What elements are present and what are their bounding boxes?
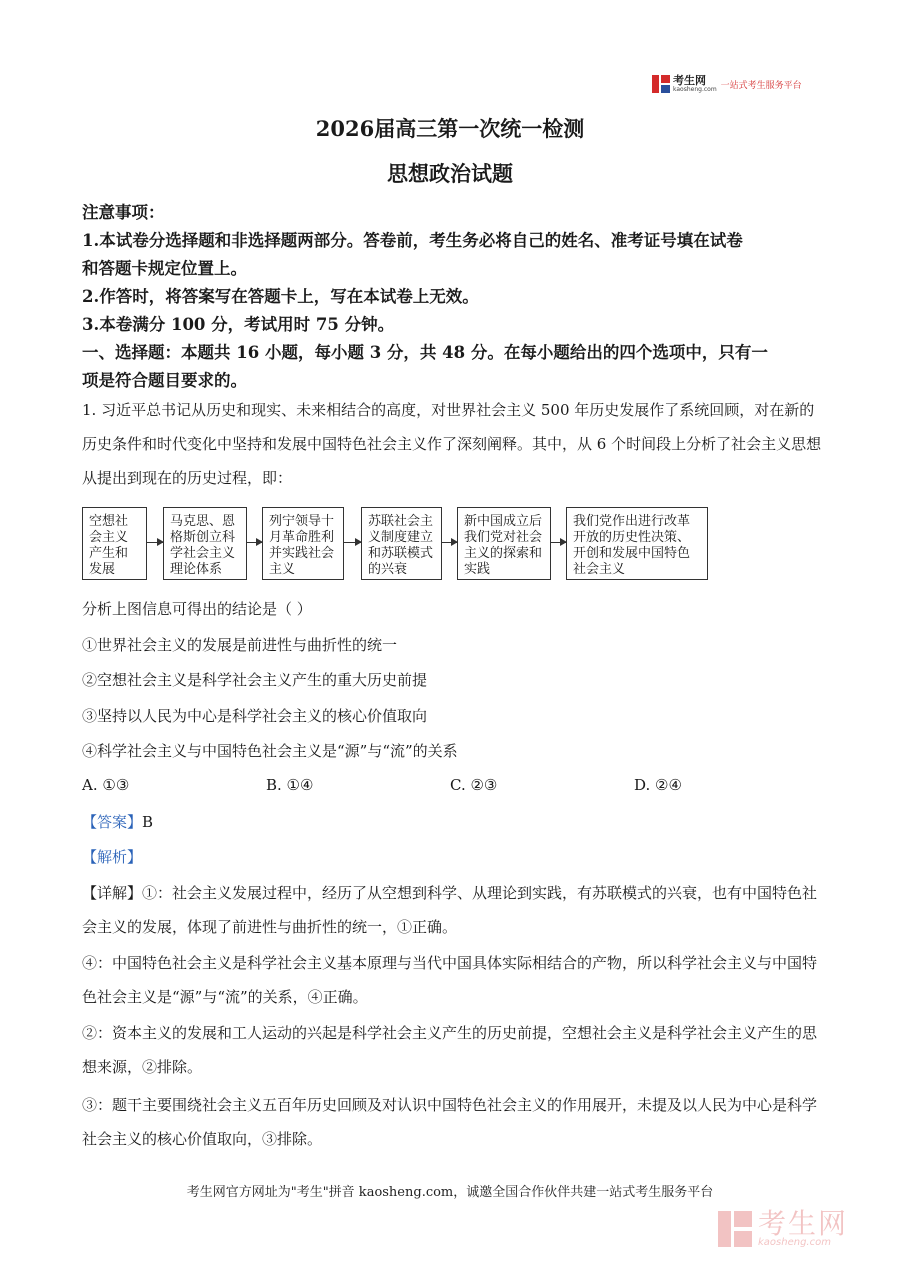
flow-box-5: 新中国成立后我们党对社会主义的探索和实践: [457, 507, 551, 580]
flow-arrow-icon: [344, 542, 361, 543]
flow-box-4: 苏联社会主义制度建立和苏联模式的兴衰: [361, 507, 442, 580]
statement-4: ④科学社会主义与中国特色社会主义是“源”与“流”的关系: [82, 742, 458, 760]
notice-item-1b: 和答题卡规定位置上。: [82, 259, 247, 278]
flow-arrow-icon: [147, 542, 163, 543]
question-1-stem: 1. 习近平总书记从历史和现实、未来相结合的高度，对世界社会主义 500 年历史发展作了系统回顾，对在新的历史条件和时代变化中坚持和发展中国特色社会主义作了深刻阐释。其中，从 6 个时间段上分析了社会主义思想从提出到现在的历史过程，即：: [82, 401, 822, 487]
option-a[interactable]: A. ①③: [82, 776, 130, 794]
watermark-logo-icon: [718, 1211, 752, 1247]
kaosheng-watermark: [718, 1207, 849, 1248]
flow-box-3: 列宁领导十月革命胜利并实践社会主义: [262, 507, 344, 580]
section-heading-line2: 项是符合题目要求的。: [82, 371, 247, 390]
detail-label: 【详解】: [82, 884, 143, 902]
history-flow-diagram: [82, 507, 708, 580]
kaosheng-logo-icon: [652, 75, 670, 93]
detail-paragraph-1: [82, 876, 822, 944]
detail-paragraph-3: ②：资本主义的发展和工人运动的兴起是科学社会主义产生的历史前提，空想社会主义是科学社会主义产生的思想来源，②排除。: [82, 1024, 818, 1076]
flow-arrow-icon: [551, 542, 566, 543]
watermark-domain: kaosheng.com: [758, 1237, 831, 1248]
analysis-label: 【解析】: [82, 848, 143, 866]
statement-1: ①世界社会主义的发展是前进性与曲折性的统一: [82, 636, 398, 654]
flow-box-1: 空想社会主义产生和发展: [82, 507, 147, 580]
logo-slogan: 一站式考生服务平台: [720, 80, 802, 91]
detail-text-1: ①：社会主义发展过程中，经历了从空想到科学、从理论到实践，有苏联模式的兴衰，也有中国特色社会主义的发展，体现了前进性与曲折性的统一，①正确。: [82, 884, 818, 936]
detail-paragraph-4: ③：题干主要围绕社会主义五百年历史回顾及对认识中国特色社会主义的作用展开，未提及以人民为中心是科学社会主义的核心价值取向，③排除。: [82, 1096, 818, 1148]
logo-name: 考生网: [673, 74, 706, 87]
option-c[interactable]: C. ②③: [450, 776, 498, 794]
notice-heading: 注意事项：: [82, 203, 165, 222]
footer-text: 考生网官方网址为"考生"拼音 kaosheng.com，诚邀全国合作伙伴共建一站式考生服务平台: [186, 1185, 714, 1200]
detail-paragraph-2: ④：中国特色社会主义是科学社会主义基本原理与当代中国具体实际相结合的产物，所以科学社会主义与中国特色社会主义是“源”与“流”的关系，④正确。: [82, 954, 818, 1006]
option-d[interactable]: D. ②④: [634, 776, 682, 794]
answer-options: [82, 776, 822, 798]
exam-title: 2026届高三第一次统一检测: [315, 116, 585, 141]
watermark-name: 考生网: [758, 1207, 849, 1240]
section-heading-line1: 一、选择题：本题共 16 小题，每小题 3 分，共 48 分。在每小题给出的四个选项中，只有一: [82, 343, 768, 362]
statement-2: ②空想社会主义是科学社会主义产生的重大历史前提: [82, 671, 428, 689]
notice-item-3: 3.本卷满分 100 分，考试用时 75 分钟。: [82, 315, 395, 334]
option-b[interactable]: B. ①④: [266, 776, 314, 794]
answer-line: [82, 812, 153, 832]
statement-3: ③坚持以人民为中心是科学社会主义的核心价值取向: [82, 707, 428, 725]
question-1-prompt: 分析上图信息可得出的结论是（ ）: [82, 600, 312, 618]
answer-value: B: [142, 813, 154, 831]
answer-label: 【答案】: [82, 813, 143, 831]
notice-item-1a: 1.本试卷分选择题和非选择题两部分。答卷前，考生务必将自己的姓名、准考证号填在试卷: [82, 231, 743, 250]
flow-box-6: 我们党作出进行改革开放的历史性决策、开创和发展中国特色社会主义: [566, 507, 708, 580]
kaosheng-logo[interactable]: [652, 74, 802, 94]
flow-arrow-icon: [442, 542, 457, 543]
flow-arrow-icon: [247, 542, 262, 543]
exam-subtitle: 思想政治试题: [387, 161, 513, 186]
flow-box-2: 马克思、恩格斯创立科学社会主义理论体系: [163, 507, 247, 580]
logo-domain: kaosheng.com: [673, 86, 717, 93]
notice-item-2: 2.作答时，将答案写在答题卡上，写在本试卷上无效。: [82, 287, 479, 306]
